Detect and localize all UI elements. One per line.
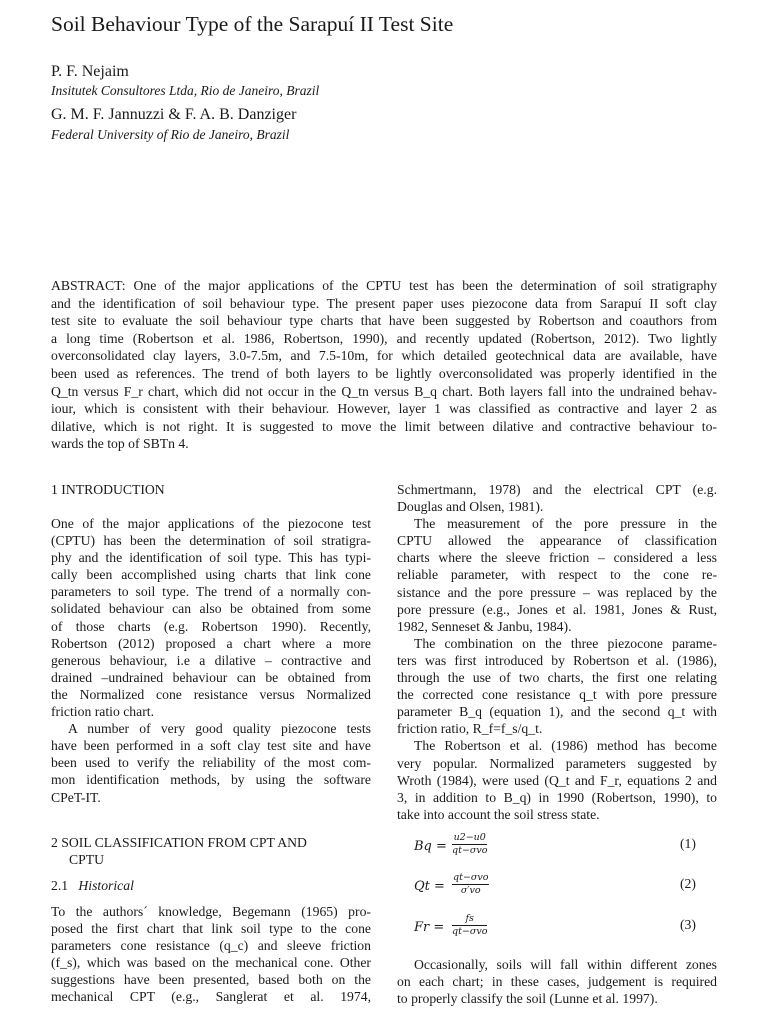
abstract-line: been used as references. The trend of both layers to be lightly overconsolidated was properly identified in the: [51, 365, 717, 381]
text-line: the corrected cone resistance q_t with pore pressure: [397, 687, 717, 703]
equation-number-3: (3): [680, 917, 696, 932]
author-1: P. F. Nejaim: [51, 63, 129, 80]
equation-denominator: qt−σvo: [452, 926, 488, 937]
equation-lhs: Bq =: [414, 839, 447, 854]
text-line: on each chart; in these cases, judgement is required: [397, 974, 717, 990]
text-line: parameters cone resistance (q_c) and sleeve friction: [51, 938, 371, 954]
text-line: suggestions have been presented, based both on the: [51, 972, 371, 988]
text-line: CPTU allowed the appearance of classification: [397, 533, 717, 549]
equation-denominator: qt−σvo: [452, 845, 488, 856]
text-line: Douglas and Olsen, 1981).: [397, 499, 544, 515]
text-line: the Normalized cone resistance versus Normalized: [51, 686, 371, 702]
abstract-line: overconsolidated clay layers, 3.0-7.5m, and 7.5-10m, for which detailed geotechnical data are available, have: [51, 348, 717, 364]
equation-lhs: Qt =: [414, 879, 445, 894]
text-line: solidated behaviour can also be obtained from some: [51, 601, 371, 617]
text-line: through the use of two charts, the first one relating: [397, 670, 717, 686]
text-line: CPeT-IT.: [51, 789, 101, 805]
text-line: very popular. Normalized parameters suggested by: [397, 755, 717, 771]
text-line: have been performed in a soft clay test site and have: [51, 738, 371, 754]
text-line: charts where the sleeve friction – considered a less: [397, 550, 717, 566]
text-line: Occasionally, soils will fall within different zones: [414, 957, 717, 972]
text-line: (f_s), which was based on the mechanical cone. Other: [51, 955, 371, 971]
abstract: [51, 277, 717, 453]
equation-denominator: σ′vo: [460, 885, 481, 896]
text-line: One of the major applications of the piezocone test: [51, 516, 371, 531]
text-line: 3, in addition to B_q) in 1990 (Robertson, 1990), to: [397, 789, 717, 805]
abstract-line: test site to evaluate the soil behaviour type charts that have been suggested by Robertson and coauthors from: [51, 313, 717, 329]
text-line: mechanical CPT (e.g., Sanglerat et al. 1974,: [51, 989, 371, 1005]
abstract-line: ABSTRACT: One of the major applications of the CPTU test has been the determination of soil stratigraphy: [51, 278, 717, 293]
equation-fraction: [452, 913, 487, 938]
abstract-line: iour, which is consistent with their behaviour. However, layer 1 was classified as contractive and layer 2 as: [51, 401, 717, 417]
intro-paragraph-1: [51, 515, 371, 806]
text-line: cally been accomplished using charts that link cone: [51, 567, 371, 583]
affiliation-1: Insitutek Consultores Ltda, Rio de Janeiro, Brazil: [51, 83, 320, 98]
text-line: A number of very good quality piezocone tests: [68, 721, 371, 737]
text-line: generous behaviour, i.e a dilative – contractive and: [51, 652, 371, 668]
subsection-title: Historical: [78, 878, 134, 893]
text-line: sistance and the pore pressure – was replaced by the: [397, 584, 717, 600]
section-heading-soil-classification-cont: CPTU: [69, 852, 104, 867]
subsection-number: 2.1: [51, 878, 69, 893]
text-line: 1982, Senneset & Janbu, 1984).: [397, 618, 572, 634]
right-column-text: [397, 481, 717, 823]
text-line: parameters to soil type. The trend of a normally con-: [51, 584, 371, 600]
affiliation-2: Federal University of Rio de Janeiro, Brazil: [51, 127, 290, 142]
abstract-line: a long time (Robertson et al. 1986, Robertson, 1990), and recently updated (Robertson, 2012). Two lightly: [51, 330, 717, 346]
equation-fraction: [452, 832, 487, 857]
equation-lhs: Fr =: [414, 920, 445, 935]
text-line: parameter B_q (equation 1), and the second q_t with: [397, 704, 717, 720]
abstract-line: dilative, which is not right. It is suggested to move the limit between dilative and contractive behaviour to-: [51, 418, 717, 434]
equation-numerator: fs: [452, 913, 487, 926]
text-line: The combination on the three piezocone parame-: [414, 635, 717, 651]
author-2: G. M. F. Jannuzzi & F. A. B. Danziger: [51, 106, 297, 123]
equation-number-2: (2): [680, 876, 696, 891]
text-line: To the authors´ knowledge, Begemann (1965) pro-: [51, 904, 371, 919]
text-line: drained –undrained behaviour can be obtained from: [51, 669, 371, 685]
equation-number-1: (1): [680, 836, 696, 851]
text-line: of those charts (e.g. Robertson 1990). Recently,: [51, 618, 371, 634]
text-line: Wroth (1984), were used (Q_t and F_r, equations 2 and: [397, 772, 717, 788]
text-line: been used to verify the reliability of the most com-: [51, 755, 371, 771]
historical-paragraph-1: [51, 903, 371, 1006]
text-line: The Robertson et al. (1986) method has become: [414, 738, 717, 754]
text-line: take into account the soil stress state.: [397, 806, 600, 822]
text-line: friction ratio chart.: [51, 704, 154, 720]
abstract-line: wards the top of SBTn 4.: [51, 436, 189, 452]
paper-title: Soil Behaviour Type of the Sarapuí II Test Site: [51, 12, 454, 36]
text-line: posed the first chart that link soil type to the cone: [51, 921, 371, 937]
equation-numerator: u2−u0: [453, 832, 486, 843]
section-heading-soil-classification: 2 SOIL CLASSIFICATION FROM CPT AND: [51, 835, 307, 850]
text-line: The measurement of the pore pressure in the: [414, 516, 717, 532]
text-line: Robertson (2012) proposed a chart where a more: [51, 635, 371, 651]
equation-numerator: qt−σvo: [453, 872, 489, 883]
text-line: pore pressure (e.g., Jones et al. 1981, Jones & Rust,: [397, 601, 717, 617]
abstract-line: and the identification of soil behaviour type. The present paper uses piezocone data from Sarapuí II soft clay: [51, 295, 717, 311]
text-line: Schmertmann, 1978) and the electrical CPT (e.g.: [397, 482, 717, 497]
text-line: to properly classify the soil (Lunne et al. 1997).: [397, 991, 658, 1007]
section-heading-introduction: 1 INTRODUCTION: [51, 482, 165, 497]
text-line: reliable parameter, with respect to the cone re-: [397, 567, 717, 583]
text-line: mon identification methods, by using the software: [51, 772, 371, 788]
right-column-closing-paragraph: [397, 956, 717, 1007]
text-line: (CPTU) has been the determination of soil stratigra-: [51, 533, 371, 549]
equation-fraction: [452, 872, 489, 897]
text-line: ters was first introduced by Robertson et al. (1986),: [397, 652, 717, 668]
subsection-heading-historical: [51, 877, 134, 895]
abstract-line: Q_tn versus F_r chart, which did not occur in the Q_tn versus B_q chart. Both layers fall into the undrained behav-: [51, 383, 717, 399]
text-line: phy and the identification of soil type. This has typi-: [51, 550, 371, 566]
text-line: friction ratio, R_f=f_s/q_t.: [397, 721, 543, 737]
